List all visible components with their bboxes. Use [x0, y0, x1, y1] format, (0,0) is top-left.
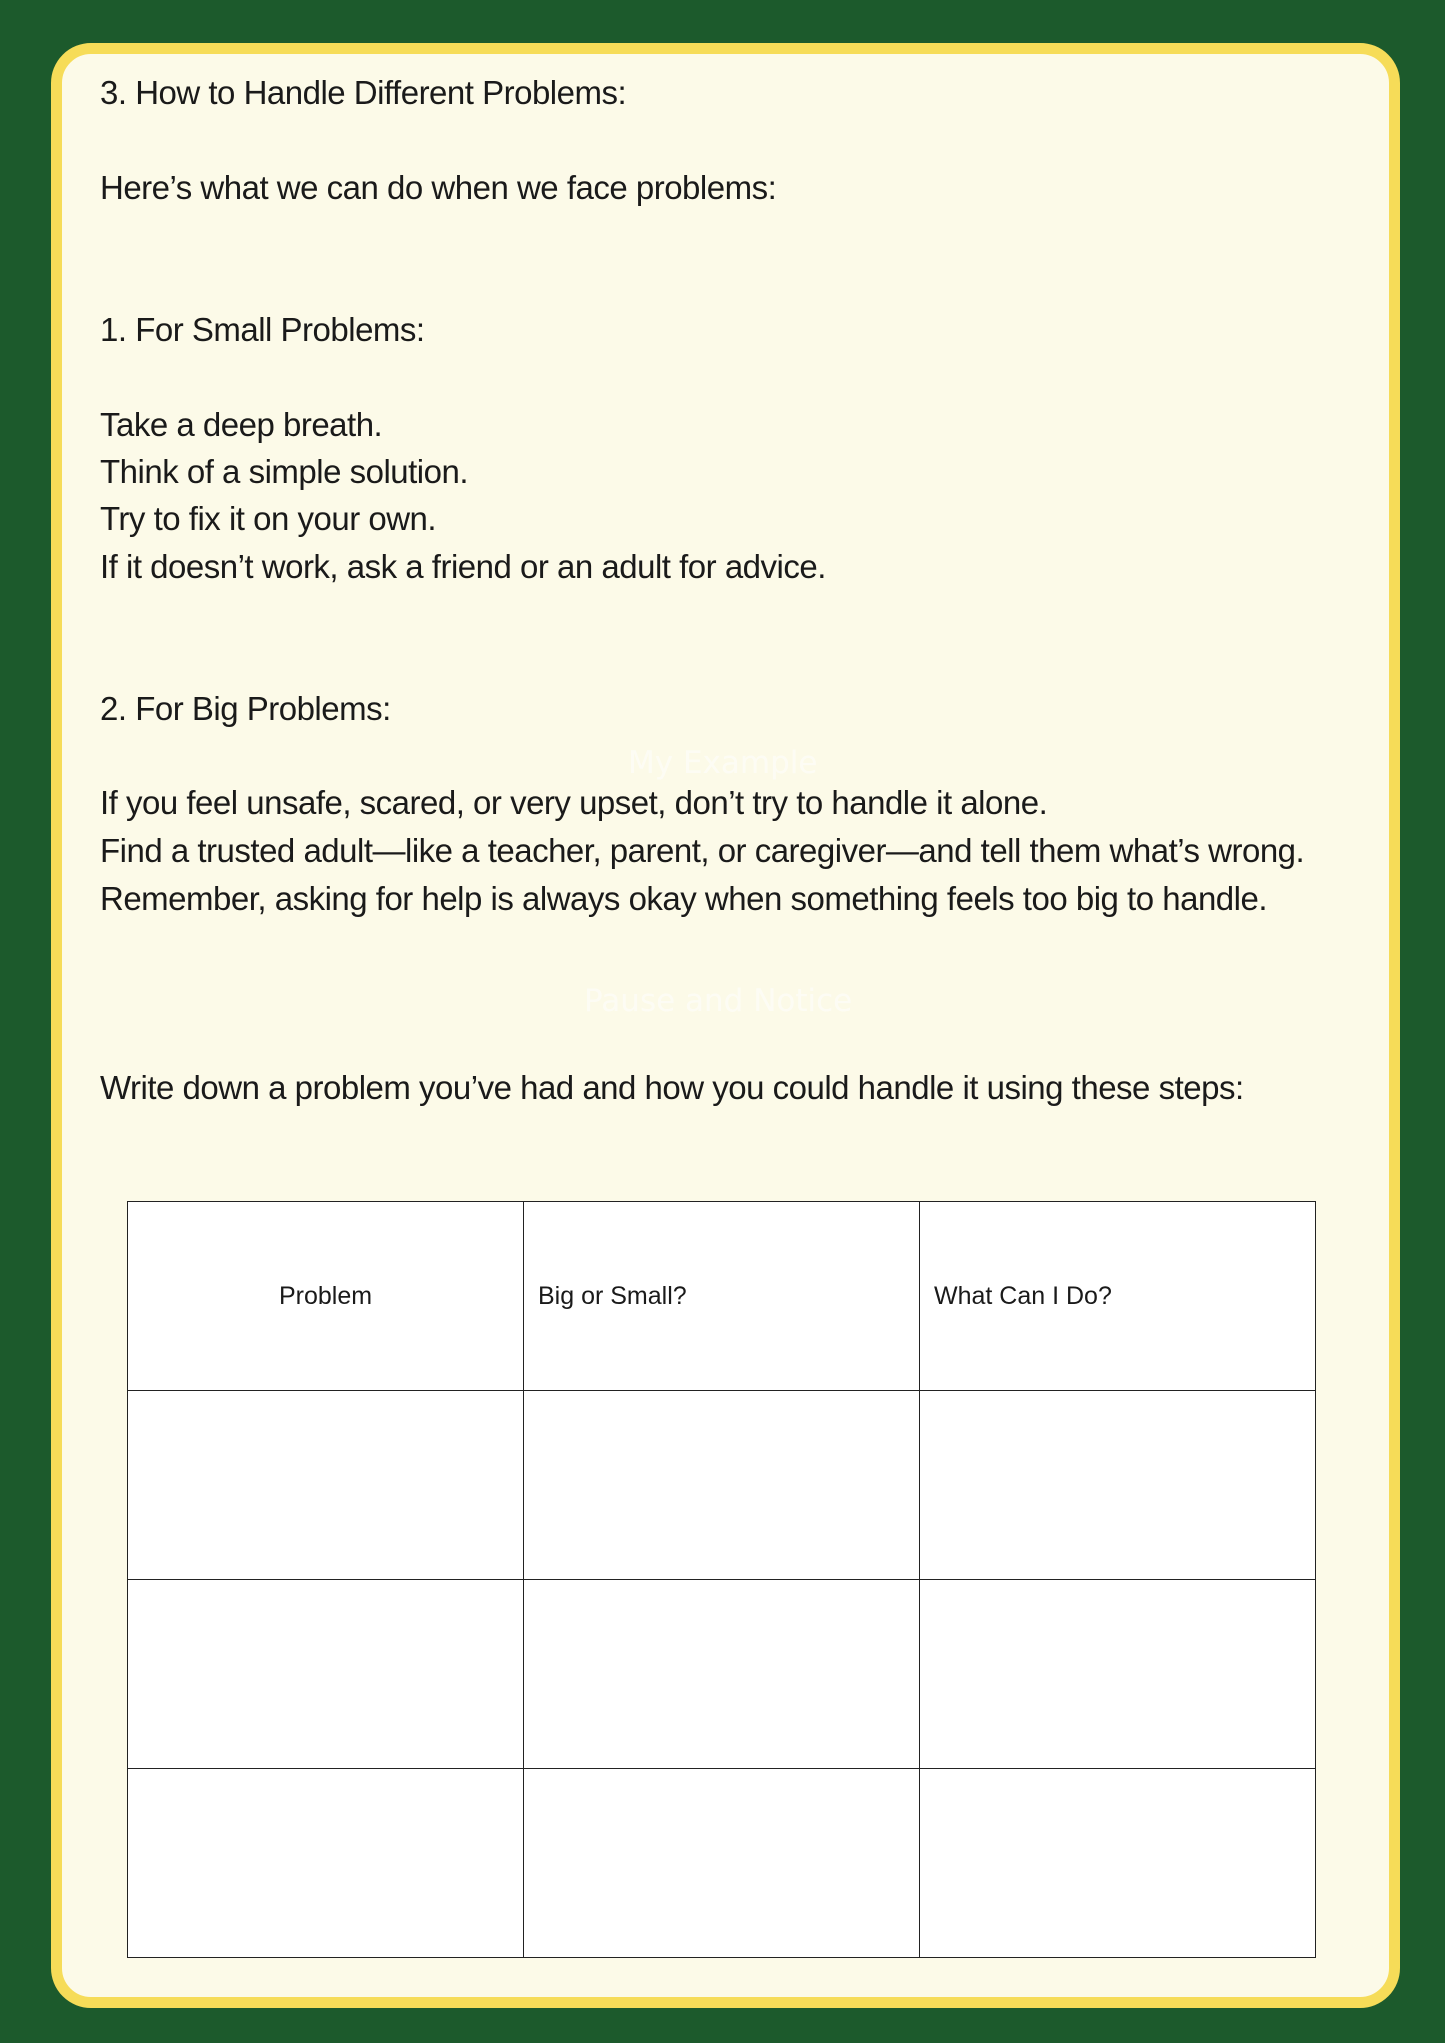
problem-cell[interactable] — [128, 1769, 524, 1958]
action-cell[interactable] — [920, 1391, 1316, 1580]
size-cell[interactable] — [524, 1580, 920, 1769]
action-cell[interactable] — [920, 1769, 1316, 1958]
size-cell[interactable] — [524, 1769, 920, 1958]
big-step-1: If you feel unsafe, scared, or very upset, don’t try to handle it alone. — [100, 784, 1048, 821]
small-step-4: If it doesn’t work, ask a friend or an adult for advice. — [100, 548, 826, 585]
small-problems-title: 1. For Small Problems: — [100, 311, 425, 348]
big-step-3: Remember, asking for help is always okay when something feels too big to handle. — [100, 880, 1267, 917]
ghost-example-label: My Example — [628, 745, 818, 781]
size-cell[interactable] — [524, 1391, 920, 1580]
header-what-can-i-do: What Can I Do? — [920, 1202, 1316, 1391]
problem-cell[interactable] — [128, 1391, 524, 1580]
big-step-2: Find a trusted adult—like a teacher, parent, or caregiver—and tell them what’s wrong. — [100, 832, 1305, 869]
table-row — [128, 1580, 1316, 1769]
activity-prompt: Write down a problem you’ve had and how you could handle it using these steps: — [100, 1069, 1244, 1106]
table-row — [128, 1769, 1316, 1958]
table-header-row — [128, 1202, 1316, 1391]
action-cell[interactable] — [920, 1580, 1316, 1769]
small-step-1: Take a deep breath. — [100, 406, 383, 443]
section-heading: 3. How to Handle Different Problems: — [100, 74, 627, 111]
intro-text: Here’s what we can do when we face problems: — [100, 169, 777, 206]
table-row — [128, 1391, 1316, 1580]
problem-table — [127, 1201, 1316, 1958]
small-step-3: Try to fix it on your own. — [100, 500, 437, 537]
header-problem: Problem — [128, 1202, 524, 1391]
header-big-or-small: Big or Small? — [524, 1202, 920, 1391]
problem-cell[interactable] — [128, 1580, 524, 1769]
ghost-pause-label: Pause and Notice — [584, 983, 853, 1019]
small-step-2: Think of a simple solution. — [100, 453, 469, 490]
big-problems-title: 2. For Big Problems: — [100, 690, 391, 727]
